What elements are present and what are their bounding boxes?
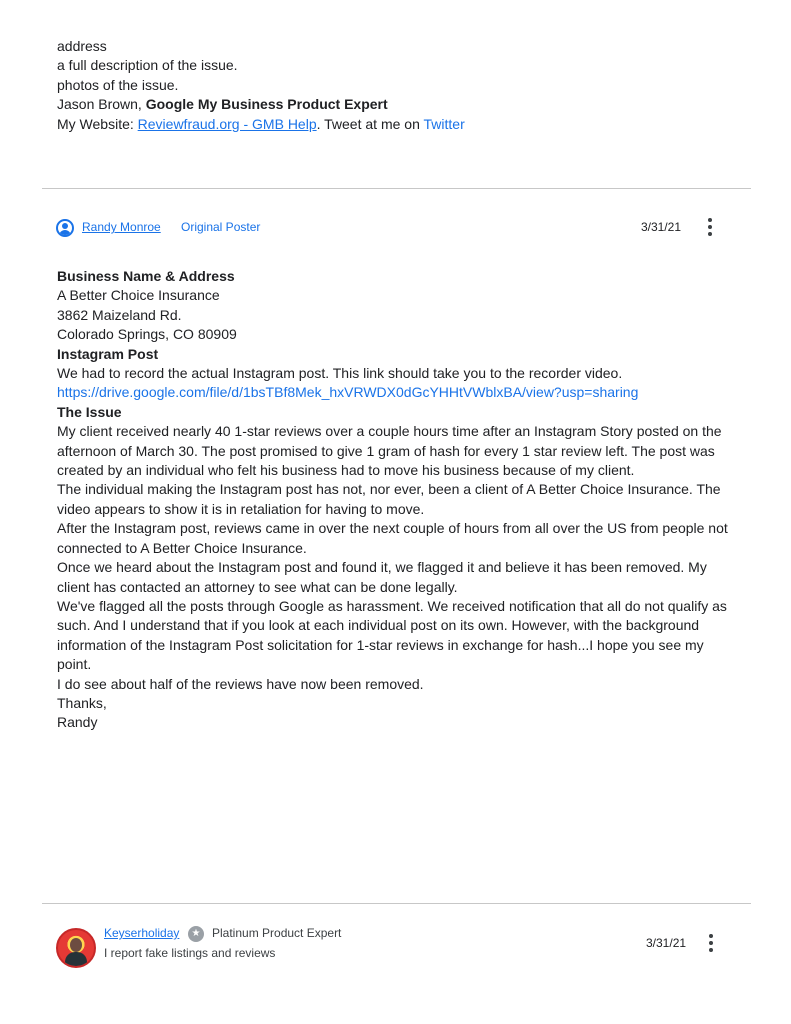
issue-p2-line: video appears to show it is in retaliation for having to move. xyxy=(57,500,425,517)
issue-p3-line: connected to A Better Choice Insurance. xyxy=(57,539,307,556)
address-item: address xyxy=(57,38,107,54)
issue-p1-line: afternoon of March 30. The post promised to give 1 gram of hash for every 1 star review left. The post was xyxy=(57,442,715,459)
author-name[interactable]: Randy Monroe xyxy=(82,220,161,234)
signature-line xyxy=(57,95,737,114)
issue-p5-line: point. xyxy=(57,656,92,673)
issue-p6-line: I do see about half of the reviews have now been removed. xyxy=(57,675,424,692)
website-line xyxy=(57,115,737,134)
account-circle-icon xyxy=(56,219,74,237)
photos-item: photos of the issue. xyxy=(57,76,179,93)
issue-p5-line: information of the Instagram Post solicitation for 1-star reviews in exchange for hash...I hope you see my xyxy=(57,636,704,653)
twitter-link[interactable]: Twitter xyxy=(423,115,465,132)
issue-p4-line: Once we heard about the Instagram post and found it, we flagged it and believe it has been removed. My xyxy=(57,559,707,576)
signature-title: Google My Business Product Expert xyxy=(145,96,388,113)
more-vert-icon[interactable] xyxy=(705,933,717,953)
issue-p3-line: After the Instagram post, reviews came in over the next couple of hours from all over the US from people not xyxy=(57,520,728,537)
previous-reply-body xyxy=(57,37,737,134)
expert-badge-label: Platinum Product Expert xyxy=(212,926,342,940)
instagram-heading: Instagram Post xyxy=(57,345,159,362)
reply-date: 3/31/21 xyxy=(646,936,687,950)
instagram-text: We had to record the actual Instagram post. This link should take you to the recorder video. xyxy=(57,365,623,382)
reply-author-subtitle: I report fake listings and reviews xyxy=(104,946,276,960)
issue-p2-line: The individual making the Instagram post has not, nor ever, been a client of A Better Choice Insurance. The xyxy=(57,481,721,498)
issue-p5-line: We've flagged all the posts through Google as harassment. We received notification that all do not qualify as xyxy=(57,597,727,614)
more-vert-icon[interactable] xyxy=(704,217,716,237)
business-heading: Business Name & Address xyxy=(57,268,235,284)
description-item: a full description of the issue. xyxy=(57,57,238,74)
thanks-line: Thanks, xyxy=(57,694,107,711)
tweet-text: . Tweet at me on xyxy=(316,115,424,132)
divider xyxy=(42,903,751,904)
business-name: A Better Choice Insurance xyxy=(57,287,220,304)
website-label: My Website: xyxy=(57,115,138,132)
post-body xyxy=(57,267,737,733)
issue-p1-line: created by an individual who felt his business had to move his business because of my client. xyxy=(57,462,635,479)
issue-p1-line: My client received nearly 40 1-star reviews over a couple hours time after an Instagram Story posted on the xyxy=(57,423,722,440)
original-poster-label: Original Poster xyxy=(181,220,261,234)
website-link[interactable]: Reviewfraud.org - GMB Help xyxy=(137,115,317,132)
post-date: 3/31/21 xyxy=(640,220,681,234)
reply-author-name[interactable]: Keyserholiday xyxy=(104,926,180,940)
signoff-line: Randy xyxy=(57,714,98,731)
instagram-video-link[interactable]: https://drive.google.com/file/d/1bsTBf8Mek_hxVRWDX0dGcYHHtVWblxBA/view?usp=sharing xyxy=(57,384,639,401)
avatar[interactable] xyxy=(56,928,96,968)
divider xyxy=(42,188,751,189)
business-street: 3862 Maizeland Rd. xyxy=(57,306,182,323)
star-badge-icon: ★ xyxy=(188,926,204,942)
signature-name: Jason Brown, xyxy=(57,96,146,113)
business-city: Colorado Springs, CO 80909 xyxy=(57,326,237,343)
issue-p4-line: client has contacted an attorney to see what can be done legally. xyxy=(57,578,458,595)
issue-heading: The Issue xyxy=(57,403,122,420)
issue-p5-line: such. And I understand that if you look at each individual post on its own. However, with the background xyxy=(57,617,700,634)
post-header xyxy=(56,217,726,241)
